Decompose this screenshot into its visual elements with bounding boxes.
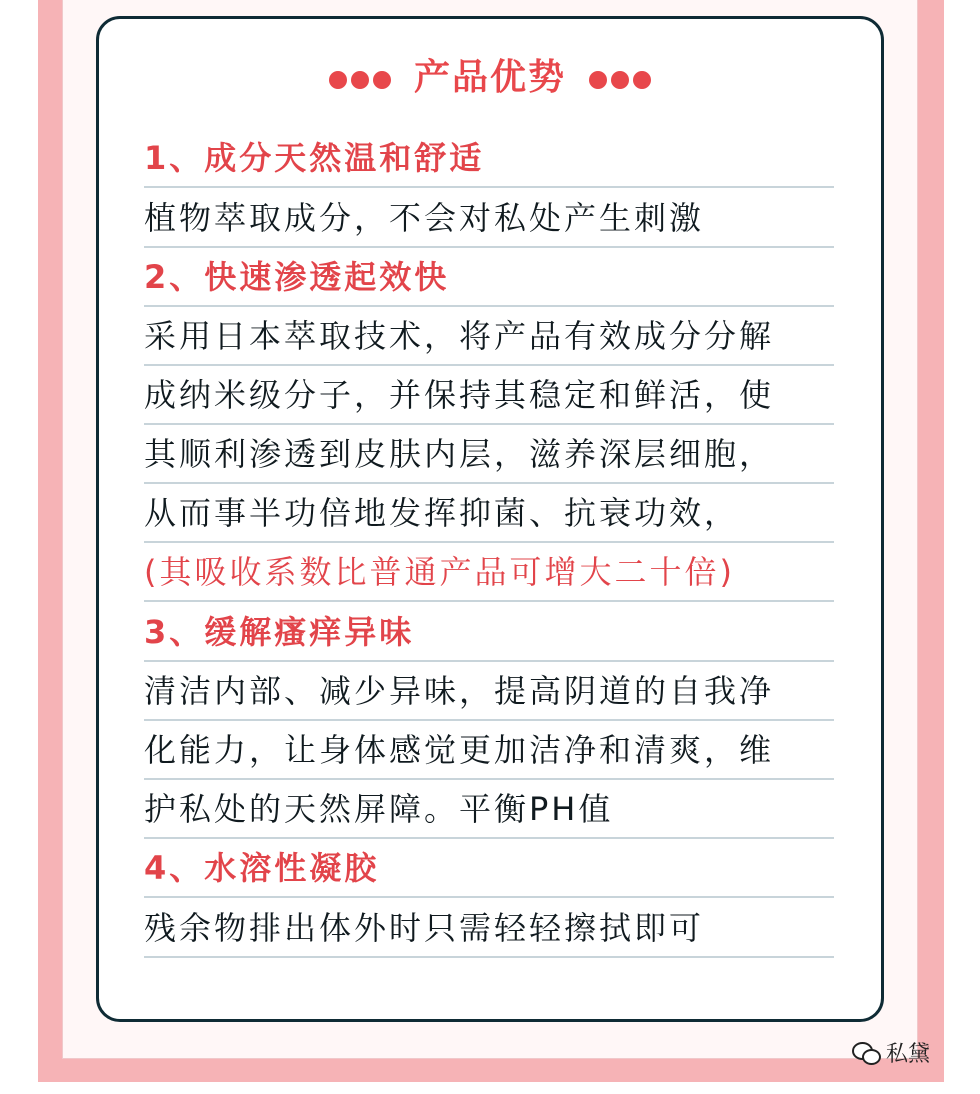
line-1: 1、成分天然温和舒适 <box>144 130 834 188</box>
line-13: 4、水溶性凝胶 <box>144 840 834 898</box>
line-3: 2、快速渗透起效快 <box>144 249 834 307</box>
line-8: (其吸收系数比普通产品可增大二十倍) <box>144 544 834 602</box>
line-2: 植物萃取成分，不会对私处产生刺激 <box>144 190 834 248</box>
line-5: 成纳米级分子，并保持其稳定和鲜活，使 <box>144 367 834 425</box>
watermark-text: 私黛 <box>886 1041 931 1067</box>
title-dots-left <box>327 53 393 103</box>
dot-icon <box>589 71 607 89</box>
line-6: 其顺利渗透到皮肤内层，滋养深层细胞， <box>144 426 834 484</box>
title-dots-right <box>587 53 653 103</box>
watermark <box>852 1036 930 1068</box>
page-title <box>0 52 980 102</box>
line-11: 化能力，让身体感觉更加洁净和清爽，维 <box>144 722 834 780</box>
title-text: 产品优势 <box>413 57 566 98</box>
dot-icon <box>633 71 651 89</box>
line-9: 3、缓解瘙痒异味 <box>144 604 834 662</box>
line-10: 清洁内部、减少异味，提高阴道的自我净 <box>144 663 834 721</box>
line-12: 护私处的天然屏障。平衡PH值 <box>144 781 834 839</box>
line-14: 残余物排出体外时只需轻轻擦拭即可 <box>144 900 834 958</box>
dot-icon <box>351 71 369 89</box>
line-7: 从而事半功倍地发挥抑菌、抗衰功效， <box>144 485 834 543</box>
wechat-icon <box>852 1040 880 1064</box>
dot-icon <box>611 71 629 89</box>
dot-icon <box>329 71 347 89</box>
line-4: 采用日本萃取技术，将产品有效成分分解 <box>144 308 834 366</box>
dot-icon <box>373 71 391 89</box>
